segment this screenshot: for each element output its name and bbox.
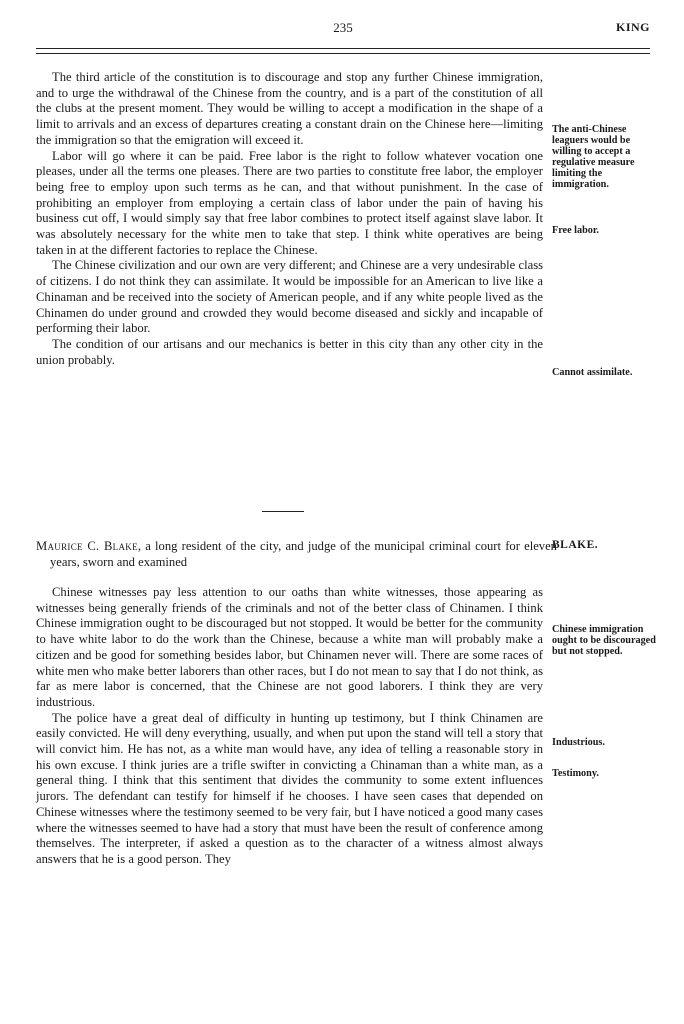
margin-note-cannot-assimilate: Cannot assimilate. [552, 367, 633, 378]
paragraph: Labor will go where it can be paid. Free labor is the right to follow whatever vocation one pleases, under all the terms one pleases. There are two parties to constitute free labor, the employer being free to employ upon such terms as he can, and that without punishment. In the case of prohibiting an employer from employing a certain class of labor under the pain of having his business cut off, I would simply say that free labor combines to protect itself against slave labor. It was absolutely necessary for the white men to take that step. I think white operatives are being taken in at the different factories to replace the Chinese. [36, 148, 543, 257]
margin-note-testimony: Testimony. [552, 768, 599, 779]
margin-note-industrious: Industrious. [552, 737, 605, 748]
margin-note-blake: BLAKE. [552, 539, 599, 551]
paragraph: The police have a great deal of difficulty in hunting up testimony, but I think Chinamen are easily convicted. He will deny everything, usually, and when put upon the stand will tell a story that will convict him. He has not, as a white man would have, any idea of telling a reasonable story in his own excuse. I think juries are a trifle swifter in convicting a Chinaman than a white man, as a general thing. I think that this sentiment that divides the community to some extent influences jurors. The defendant can testify for himself if he chooses. I have seen cases that depended on Chinese witnesses where the testimony seemed to be very fair, but I have noticed a good many cases where the witnesses seemed to have had a story that must have been the result of conference among themselves. The interpreter, if asked a question as to the character of a witness almost always answers that he is a good person. They [36, 710, 543, 866]
paragraph: The third article of the constitution is to discourage and stop any further Chinese immigration, and to urge the withdrawal of the Chinese from the country, and is a part of the constitution of all the clubs at the present moment. They would be willing to accept a modification in the shape of a limit to arrivals and an excess of departures creating a constant drain on the Chinese here—limiting the immigration so that the emigration will exceed it. [36, 70, 543, 147]
header-rule [36, 48, 650, 54]
witness-description: , a long resident of the city, and judge of the municipal criminal court for eleven years, sworn and examined [50, 539, 557, 569]
margin-note-immigration: Chinese immigration ought to be discouraged but not stopped. [552, 624, 656, 657]
running-head: KING [615, 20, 650, 34]
paragraph: The condition of our artisans and our mechanics is better in this city than any other city in the union probably. [36, 336, 543, 367]
margin-note-free-labor: Free labor. [552, 225, 599, 236]
page-number: 235 [333, 20, 353, 35]
testimony-king [36, 70, 543, 368]
paragraph: Chinese witnesses pay less attention to our oaths than white witnesses, those appearing as witnesses being generally friends of the criminals and not of the better class of Chinamen. I think Chinese immigration ought to be discouraged but not stopped. It would be better for the community to have white labor to do the work than the Chinese, because a white man will probably make a citizen and be good for something besides labor, but Chinamen never will. There are some races of white men who make better laborers than other races, but I do not mean to say that I do not think, as far as mere labor is concerned, that the Chinese are not good laborers. I think they are very industrious. [36, 585, 543, 709]
section-separator [262, 511, 304, 512]
witness-name: Maurice C. Blake [36, 539, 138, 553]
margin-note-anti-chinese: The anti-Chinese leaguers would be willing to accept a regulative measure limiting the immigration. [552, 124, 635, 190]
testimony-blake [36, 585, 543, 868]
witness-intro [36, 538, 557, 570]
page-header [36, 18, 650, 38]
paragraph: The Chinese civilization and our own are very different; and Chinese are a very undesirable class of citizens. I do not think they can assimilate. It would be impossible for an American to live like a Chinaman and be received into the society of American people, and if any white people lived as the Chinamen do under ground and crowded they would become diseased and sickly and incapable of performing their labor. [36, 258, 543, 336]
